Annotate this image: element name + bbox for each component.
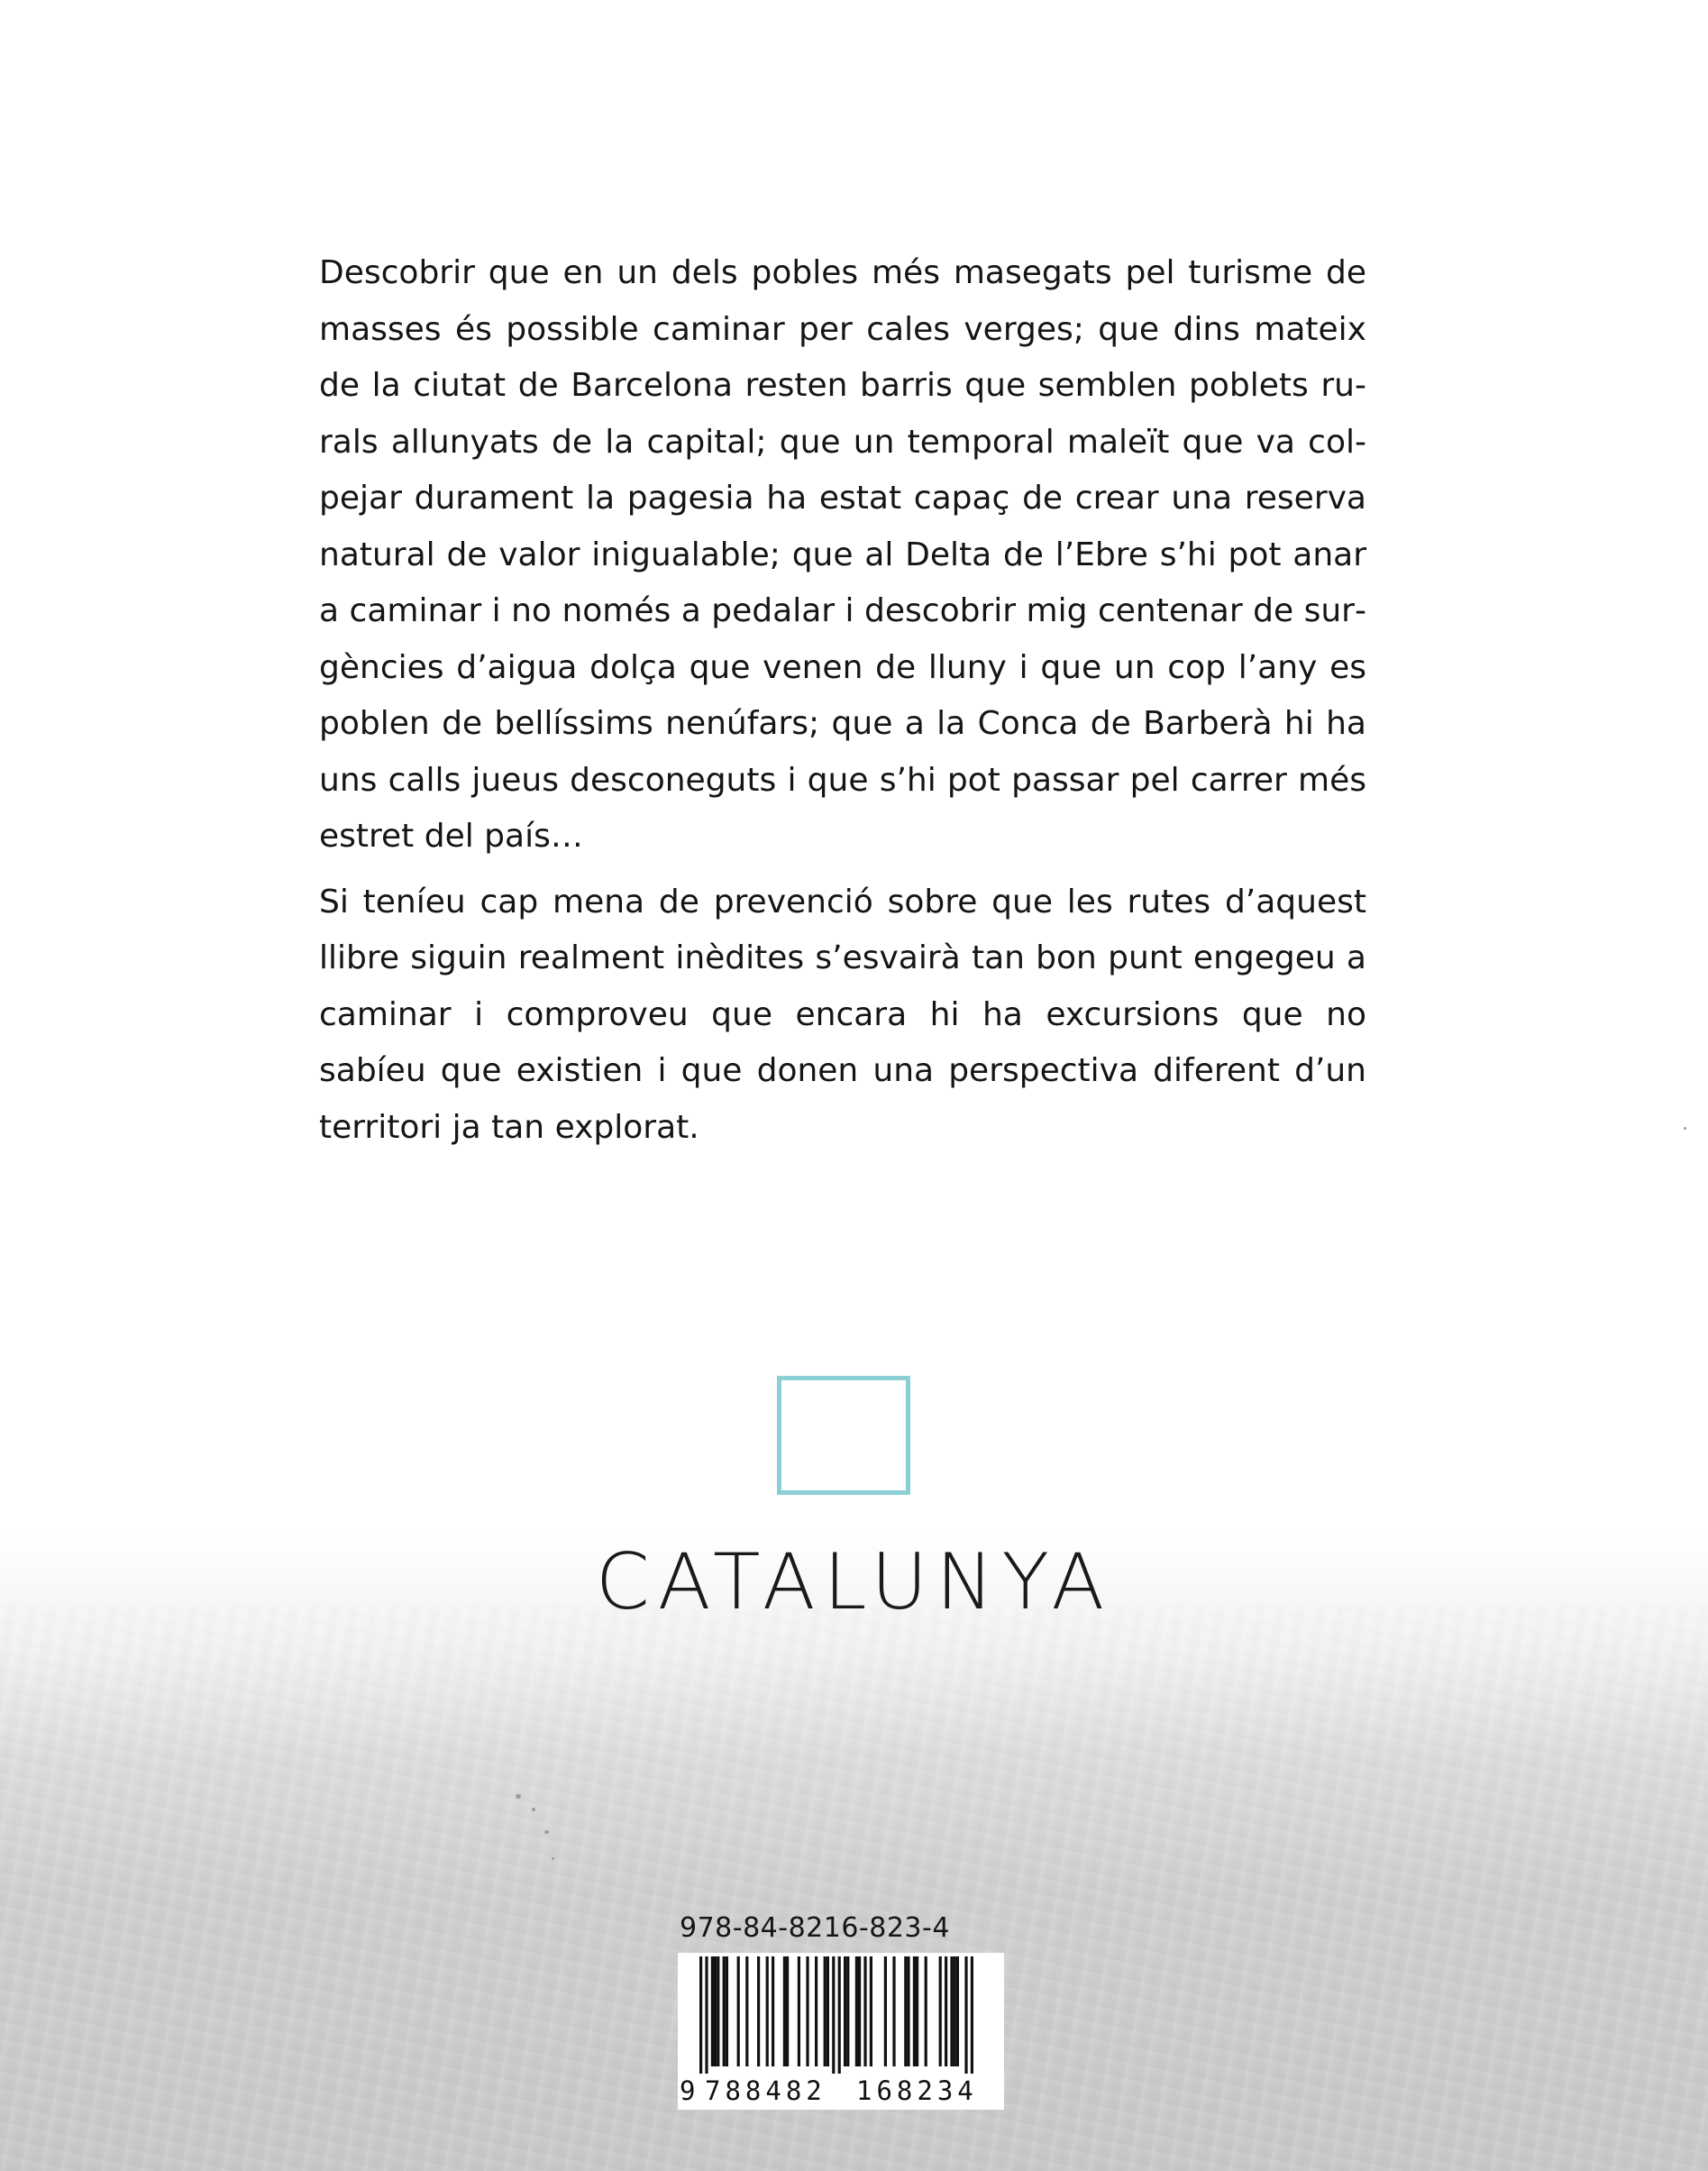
barcode-bar [844, 1956, 846, 2066]
logo-wordmark: CATALUNYA [595, 1537, 1113, 1627]
barcode-bar [711, 1956, 714, 2066]
ean-left-group: 788482 [705, 2075, 827, 2106]
blurb-text [319, 245, 1366, 1165]
barcode-bar [892, 1956, 895, 2066]
print-speck [544, 1830, 549, 1834]
barcode-bar [824, 1956, 827, 2066]
barcode-bar [832, 1956, 835, 2074]
barcode-bar [827, 1956, 829, 2066]
barcode-bar [904, 1956, 907, 2066]
print-speck [516, 1794, 521, 1799]
barcode-bar [950, 1956, 953, 2066]
barcode-bar [806, 1956, 808, 2066]
barcode-bar [772, 1956, 774, 2066]
barcode-bar [757, 1956, 760, 2066]
barcode-bar [916, 1956, 918, 2066]
print-speck [552, 1857, 554, 1860]
barcode-bar [858, 1956, 861, 2066]
ean-right-group: 168234 [856, 2075, 978, 2106]
barcode-bar [884, 1956, 887, 2066]
blurb-paragraph-2: Si teníeu cap mena de prevenció sobre que les rutes d’aquest llibre siguin realment inèdites s’esvairà tan bon punt engegeu a caminar i comproveu que encara hi ha excursions que no sabíeu que existien i que donen una perspectiva diferent d’un territori ja tan explorat. [319, 883, 1366, 1146]
print-speck [532, 1808, 535, 1811]
barcode-bar [726, 1956, 728, 2066]
barcode-bar [838, 1956, 841, 2074]
barcode-bar [971, 1956, 973, 2074]
barcode-bar [939, 1956, 942, 2066]
barcode-bar [945, 1956, 947, 2066]
barcode-bar [798, 1956, 800, 2066]
barcode-bar [714, 1956, 717, 2066]
ean-first-digit: 9 [680, 2075, 696, 2106]
barcode-bar [855, 1956, 858, 2066]
barcode-bar [717, 1956, 719, 2066]
logo-square-icon [777, 1376, 910, 1495]
barcode-bar [846, 1956, 849, 2066]
barcode-bar [786, 1956, 789, 2066]
ean-digits [678, 2074, 1004, 2110]
barcode-bar [699, 1956, 702, 2074]
barcode-bar [913, 1956, 916, 2066]
print-speck [1684, 1127, 1686, 1130]
barcode-bars-icon [678, 1953, 1004, 2074]
barcode-bar [745, 1956, 748, 2066]
barcode-bar [925, 1956, 927, 2066]
blurb-paragraph-1: Descobrir que en un dels pobles més masegats pel turisme de masses és possible caminar per cales verges; que dins mateix de la ciutat de Barcelona resten barris que semblen poblets rurals allunyats de la capital; que un temporal maleït que va colpejar durament la pagesia ha estat capaç de crear una reserva natural de valor inigualable; que al Delta de l’Ebre s’hi pot anar a caminar i no només a pedalar i descobrir mig centenar de surgències d’aigua dolça que venen de lluny i que un cop l’any es poblen de bellíssims nenúfars; que a la Conca de Barberà hi ha uns calls jueus desconeguts i que s’hi pot passar pel carrer més estret del país… [319, 254, 1366, 855]
barcode-bar [737, 1956, 740, 2066]
isbn-number: 978-84-8216-823-4 [680, 1912, 950, 1944]
barcode-bar [705, 1956, 708, 2074]
barcode-bar [815, 1956, 817, 2066]
barcode-bar [783, 1956, 786, 2066]
barcode-bar [964, 1956, 967, 2074]
barcode-bar [870, 1956, 872, 2066]
barcode-bar [766, 1956, 769, 2066]
barcode-bar [954, 1956, 956, 2066]
barcode-bar [863, 1956, 866, 2066]
barcode [678, 1953, 1004, 2074]
barcode-bar [723, 1956, 726, 2066]
barcode-bar [907, 1956, 909, 2066]
barcode-bar [956, 1956, 959, 2066]
